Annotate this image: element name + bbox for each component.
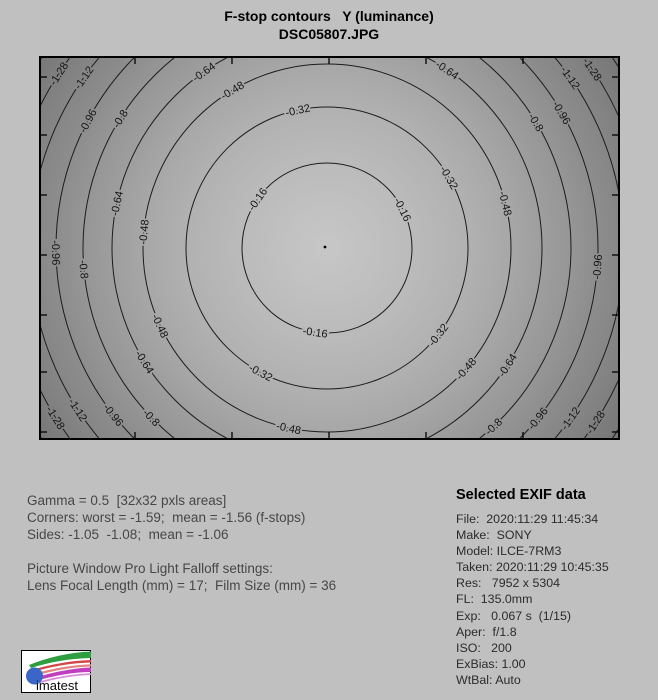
logo-wordmark: imatest: [36, 678, 78, 693]
contour-plot: [39, 56, 620, 440]
contour-label--0.96: -0.96: [100, 401, 126, 429]
image-center-dot: [324, 246, 327, 249]
falloff-settings-heading: Picture Window Pro Light Falloff settings:: [27, 561, 273, 576]
contour-label--0.32: -0.32: [246, 362, 275, 385]
contour-label--0.96: -0.96: [525, 405, 551, 433]
contour-label--0.48: -0.48: [137, 219, 152, 246]
analysis-stats-block: [27, 492, 336, 594]
exif-iso: ISO: 200: [456, 640, 512, 655]
contour-label--0.48: -0.48: [495, 190, 514, 218]
contour-label--0.48: -0.48: [275, 420, 303, 438]
chart-title: F-stop contours Y (luminance): [224, 8, 434, 24]
contour-label--0.8: -0.8: [110, 107, 131, 131]
contour-label--0.64: -0.64: [496, 351, 520, 380]
contour-label--0.64: -0.64: [432, 58, 461, 83]
exif-taken: Taken: 2020:11:29 10:45:35: [456, 560, 609, 575]
lens-settings-stat: Lens Focal Length (mm) = 17; Film Size (mm) = 36: [27, 578, 337, 593]
contour-label--1.28: -1.28: [43, 404, 67, 432]
sides-stat: Sides: -1.05 -1.08; mean = -1.06: [27, 527, 229, 542]
contour-label--0.96: -0.96: [48, 240, 62, 266]
chart-title-block: [0, 7, 658, 43]
gamma-stat: Gamma = 0.5 [32x32 pxls areas]: [27, 493, 227, 508]
exif-model: Model: ILCE-7RM3: [456, 544, 562, 559]
exif-heading: Selected EXIF data: [456, 487, 586, 503]
contour-label--0.16: -0.16: [245, 185, 271, 214]
exif-aperture: Aper: f/1.8: [456, 624, 517, 639]
contour-label--0.48: -0.48: [453, 355, 480, 383]
contour-label--0.16: -0.16: [301, 325, 329, 341]
contour-label--1.28: -1.28: [579, 56, 604, 84]
contour-label--0.8: -0.8: [76, 259, 90, 280]
contour-label--0.8: -0.8: [525, 111, 546, 134]
contour-label--0.32: -0.32: [426, 321, 452, 349]
contour-label--0.64: -0.64: [132, 348, 156, 377]
contour-label--0.96: -0.96: [591, 254, 606, 280]
contour-label--1.12: -1.12: [65, 396, 90, 425]
contour-label--1.12: -1.12: [558, 405, 584, 433]
contour-label--1.28: -1.28: [47, 60, 72, 88]
exif-whitebalance: WtBal: Auto: [456, 672, 521, 687]
contour-label--0.32: -0.32: [284, 102, 312, 120]
imatest-logo: [21, 650, 91, 693]
contour-label--0.16: -0.16: [390, 195, 413, 224]
contour-label--0.32: -0.32: [436, 164, 460, 192]
contour-label--0.64: -0.64: [190, 60, 218, 85]
exif-exbias: ExBias: 1.00: [456, 656, 526, 671]
contour-label--1.28: -1.28: [584, 408, 608, 437]
contour-label--0.96: -0.96: [77, 107, 100, 136]
contour-label--0.8: -0.8: [482, 416, 506, 438]
exif-data-block: [456, 487, 609, 688]
chart-subtitle-filename: DSC05807.JPG: [278, 26, 380, 42]
contour-label--0.64: -0.64: [109, 189, 127, 217]
contour-label--0.96: -0.96: [549, 99, 573, 127]
corners-stat: Corners: worst = -1.59; mean = -1.56 (f-stops): [27, 510, 306, 525]
contour-label--1.12: -1.12: [72, 64, 97, 92]
spacer-line: [27, 543, 336, 560]
exif-focal-length: FL: 135.0mm: [456, 592, 533, 607]
exif-make: Make: SONY: [456, 528, 532, 543]
exif-exposure: Exp: 0.067 s (1/15): [456, 608, 572, 623]
contour-label--0.48: -0.48: [218, 79, 247, 103]
exif-resolution: Res: 7952 x 5304: [456, 576, 561, 591]
contour-label--0.8: -0.8: [139, 407, 162, 430]
contour-label--1.12: -1.12: [557, 64, 582, 92]
contour-label--0.48: -0.48: [148, 312, 171, 341]
exif-file: File: 2020:11:29 11:45:34: [456, 512, 599, 526]
